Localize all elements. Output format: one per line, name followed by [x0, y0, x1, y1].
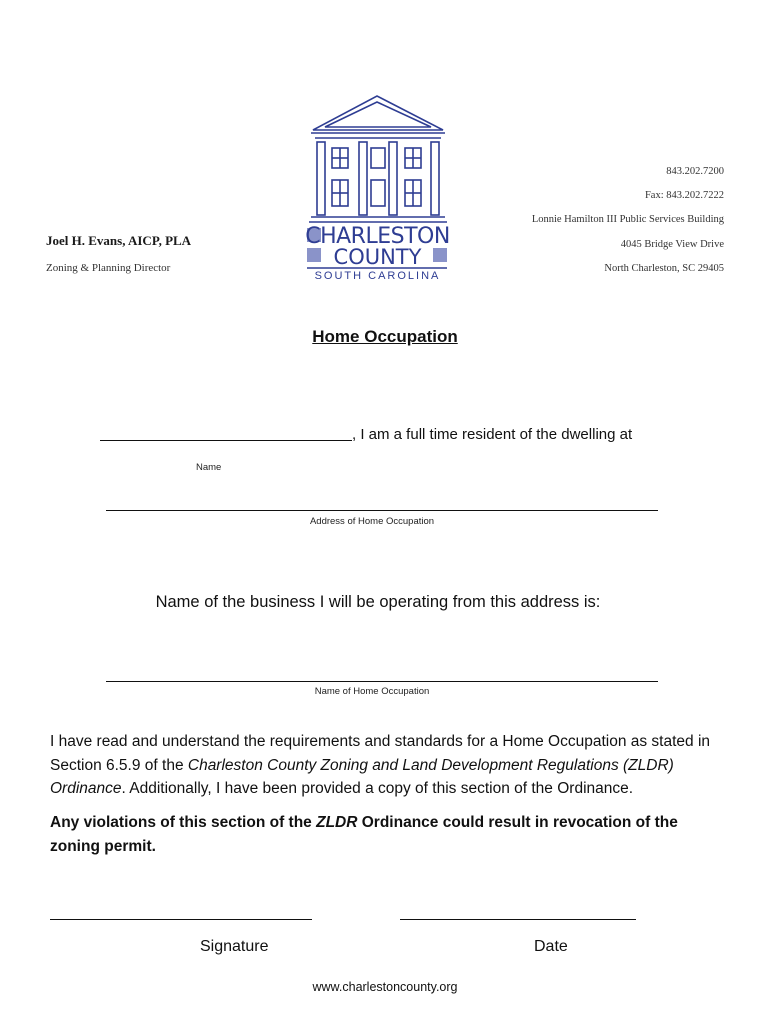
logo-line2: COUNTY — [333, 245, 422, 269]
warning-text-1: Any violations of this section of the — [50, 814, 317, 831]
ack-text-1: I have read and understand the requirements and standards for a Home Occupation as stated in Section 6.5.9 of the — [50, 733, 711, 774]
resident-statement: , I am a full time resident of the dwelling at — [352, 426, 633, 443]
resident-line — [100, 424, 632, 443]
ack-text-2: . Additionally, I have been provided a copy of this section of the Ordinance. — [121, 780, 634, 797]
page-title: Home Occupation — [312, 327, 458, 346]
director-name: Joel H. Evans, AICP, PLA — [46, 233, 192, 248]
contact-phone: 843.202.7200 — [666, 166, 724, 177]
footer-website[interactable]: www.charlestoncounty.org — [312, 980, 458, 994]
address-caption: Address of Home Occupation — [309, 516, 435, 527]
address-field[interactable] — [106, 494, 658, 511]
contact-fax: Fax: 843.202.7222 — [644, 190, 724, 201]
name-caption: Name — [196, 462, 222, 473]
name-field[interactable] — [100, 424, 352, 441]
contact-building: Lonnie Hamilton III Public Services Building — [531, 214, 724, 225]
signature-label: Signature — [200, 938, 269, 955]
acknowledgement-paragraph — [50, 730, 730, 801]
warning-text-2: Ordinance could result in revocation of the zoning permit. — [50, 814, 678, 855]
logo-line1: CHARLESTON — [305, 224, 450, 249]
contact-street: 4045 Bridge View Drive — [620, 239, 724, 250]
signature-field[interactable] — [50, 903, 312, 920]
date-field[interactable] — [400, 903, 636, 920]
ordinance-name: Charleston County Zoning and Land Development Regulations (ZLDR) Ordinance — [50, 756, 674, 797]
business-name-field[interactable] — [106, 665, 658, 682]
business-prompt: Name of the business I will be operating from this address is: — [155, 593, 601, 611]
logo-line3: SOUTH CAROLINA — [314, 270, 441, 282]
director-title: Zoning & Planning Director — [46, 262, 171, 274]
business-caption: Name of Home Occupation — [314, 686, 430, 697]
warning-zldr: ZLDR — [316, 814, 358, 831]
warning-paragraph — [50, 811, 730, 858]
contact-city: North Charleston, SC 29405 — [604, 263, 724, 274]
date-label: Date — [534, 938, 568, 955]
county-logo — [305, 92, 450, 287]
